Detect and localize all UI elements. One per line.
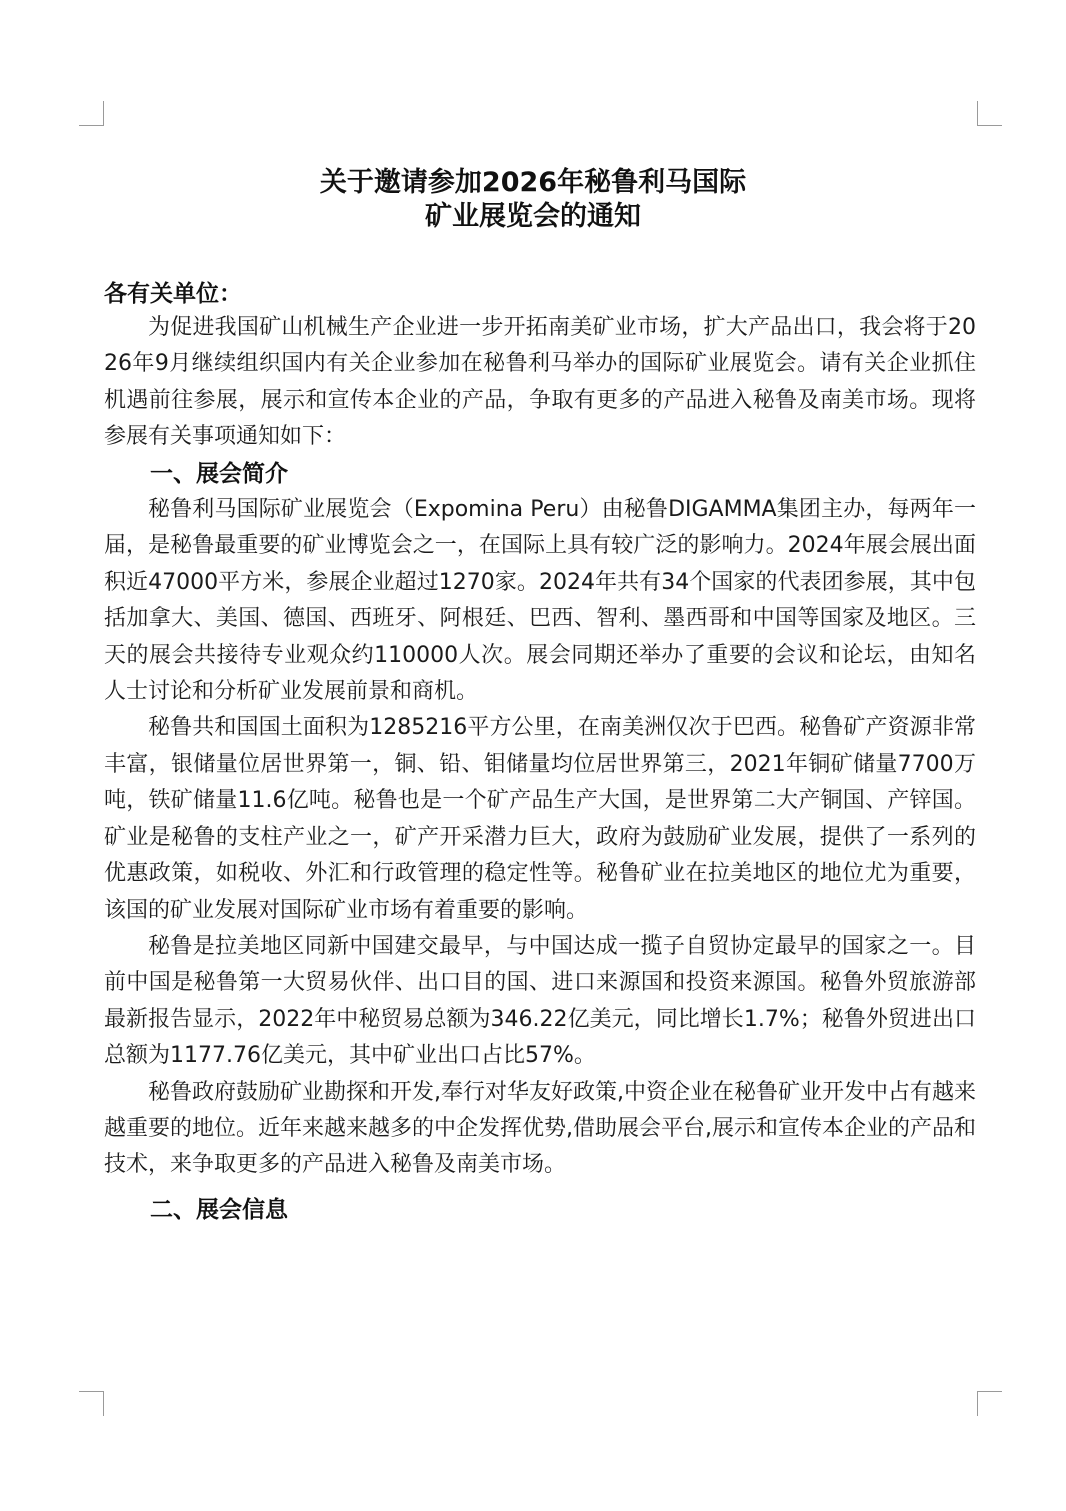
crop-mark-top-right: [977, 101, 1002, 126]
section-heading-expo-info: 二、展会信息: [150, 1196, 288, 1223]
salutation: 各有关单位：: [104, 281, 242, 307]
section-heading-expo-intro: 一、展会简介: [150, 460, 288, 487]
paragraph-intro: 为促进我国矿山机械生产企业进一步开拓南美矿业市场，扩大产品出口，我会将于2026年9月继续组织国内有关企业参加在秘鲁利马举办的国际矿业展览会。请有关企业抓住机遇前往参展，展示和宣传本企业的产品，争取有更多的产品进入秘鲁及南美市场。现将参展有关事项通知如下：: [104, 315, 976, 450]
document-body: [104, 278, 976, 1228]
paragraph-expo: 秘鲁利马国际矿业展览会（Expomina Peru）由秘鲁DIGAMMA集团主办，每两年一届，是秘鲁最重要的矿业博览会之一，在国际上具有较广泛的影响力。2024年展会展出面积近47000平方米，参展企业超过1270家。2024年共有34个国家的代表团参展，其中包括加拿大、美国、德国、西班牙、阿根廷、巴西、智利、墨西哥和中国等国家及地区。三天的展会共接待专业观众约110000人次。展会同期还举办了重要的会议和论坛，由知名人士讨论和分析矿业发展前景和商机。: [104, 497, 976, 705]
document-title-line-1: 关于邀请参加2026年秘鲁利马国际: [319, 167, 747, 198]
crop-mark-bottom-right: [977, 1391, 1002, 1416]
paragraph-trade: 秘鲁是拉美地区同新中国建交最早，与中国达成一揽子自贸协定最早的国家之一。目前中国是秘鲁第一大贸易伙伴、出口目的国、进口来源国和投资来源国。秘鲁外贸旅游部最新报告显示，2022年中秘贸易总额为346.22亿美元，同比增长1.7%；秘鲁外贸进出口总额为1177.76亿美元，其中矿业出口占比57%。: [104, 933, 976, 1069]
paragraph-policy: 秘鲁政府鼓励矿业勘探和开发,奉行对华友好政策,中资企业在秘鲁矿业开发中占有越来越重要的地位。近年来越来越多的中企发挥优势,借助展会平台,展示和宣传本企业的产品和技术，来争取更多的产品进入秘鲁及南美市场。: [104, 1079, 976, 1178]
paragraph-peru: 秘鲁共和国国土面积为1285216平方公里，在南美洲仅次于巴西。秘鲁矿产资源非常丰富，银储量位居世界第一，铜、铅、钼储量均位居世界第三，2021年铜矿储量7700万吨，铁矿储量11.6亿吨。秘鲁也是一个矿产品生产大国，是世界第二大产铜国、产锌国。矿业是秘鲁的支柱产业之一，矿产开采潜力巨大，政府为鼓励矿业发展，提供了一系列的优惠政策，如税收、外汇和行政管理的稳定性等。秘鲁矿业在拉美地区的地位尤为重要，该国的矿业发展对国际矿业市场有着重要的影响。: [104, 715, 976, 923]
document-title-line-2: 矿业展览会的通知: [425, 201, 641, 232]
crop-mark-top-left: [79, 101, 104, 126]
crop-mark-bottom-left: [79, 1391, 104, 1416]
